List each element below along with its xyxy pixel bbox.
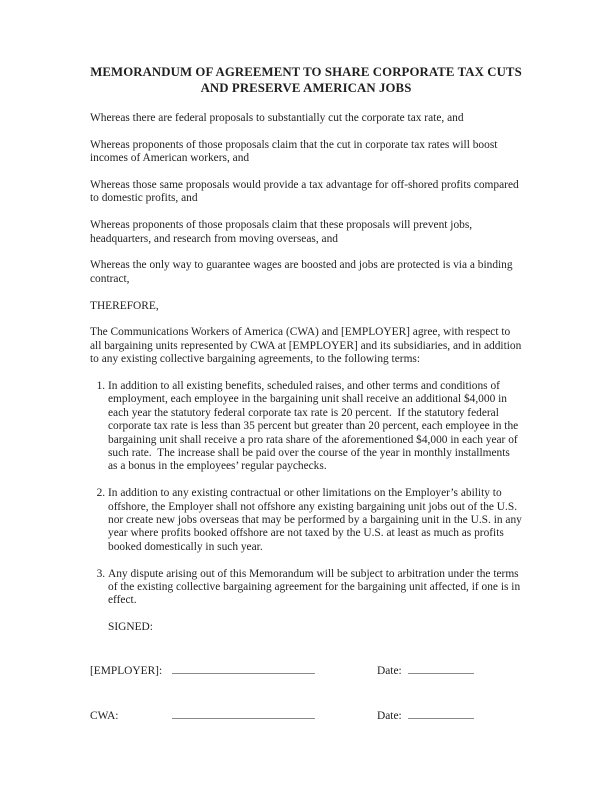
whereas-clause-4: Whereas proponents of those proposals claim that these proposals will prevent jobs, headquarters, and research from moving overseas, and [90, 219, 475, 245]
terms-list [90, 380, 525, 608]
employer-date-line [408, 662, 474, 674]
cwa-signature-line [172, 707, 315, 719]
therefore-heading: THEREFORE, [90, 299, 159, 312]
employer-label: [EMPLOYER]: [90, 664, 163, 677]
whereas-clause-1: Whereas there are federal proposals to substantially cut the corporate tax rate, and [90, 112, 464, 124]
signature-row-employer [90, 662, 522, 678]
whereas-clause-2: Whereas proponents of those proposals claim that the cut in corporate tax rates will boost incomes of American workers, and [90, 138, 501, 165]
signed-label: SIGNED: [108, 621, 153, 634]
agreement-intro: The Communications Workers of America (CWA) and [EMPLOYER] agree, with respect to all bargaining units represented by CWA at [EMPLOYER] and its subsidiaries, and in addition to any existing collective bargaining agreements, to the following terms: [90, 326, 525, 366]
term-item-1: 1. In addition to all existing benefits, scheduled raises, and other terms and conditions of employment, each employee in the bargaining unit shall receive an additional $4,000 in each year the statutory federal corporate tax rate is 20 percent. If the statutory federal corporate tax rate is less than 35 percent but greater than 20 percent, each employee in the bargaining unit shall receive a pro rata share of the aforementioned $4,000 in each year of such rate. The increase shall be paid over the course of the year in monthly installments as a bonus in the employees’ regular paychecks. [108, 380, 522, 474]
whereas-clause-3: Whereas those same proposals would provide a tax advantage for off-shored profits compared to domestic profits, and [90, 179, 522, 205]
document-title: MEMORANDUM OF AGREEMENT TO SHARE CORPORATE TAX CUTS AND PRESERVE AMERICAN JOBS [90, 65, 525, 95]
signature-row-cwa [90, 707, 522, 723]
cwa-date-label: Date: [377, 710, 402, 723]
term-item-3: 3. Any dispute arising out of this Memorandum will be subject to arbitration under the terms of the existing collective bargaining agreement for the bargaining unit affected, if one is in effect. [108, 568, 522, 608]
cwa-label: CWA: [90, 710, 119, 723]
term-item-2: 2. In addition to any existing contractual or other limitations on the Employer’s ability to offshore, the Employer shall not offshore any existing bargaining unit jobs out of the U.S. nor create new jobs overseas that may be performed by a bargaining unit in the U.S. in any year where profits booked offshore are not taxed by the U.S. at least as much as profits booked domestically in such year. [108, 487, 522, 554]
employer-signature-line [172, 662, 315, 674]
employer-date-label: Date: [377, 664, 402, 677]
whereas-clause-5: Whereas the only way to guarantee wages are boosted and jobs are protected is via a binding contract, [90, 259, 516, 285]
cwa-date-line [408, 707, 474, 719]
